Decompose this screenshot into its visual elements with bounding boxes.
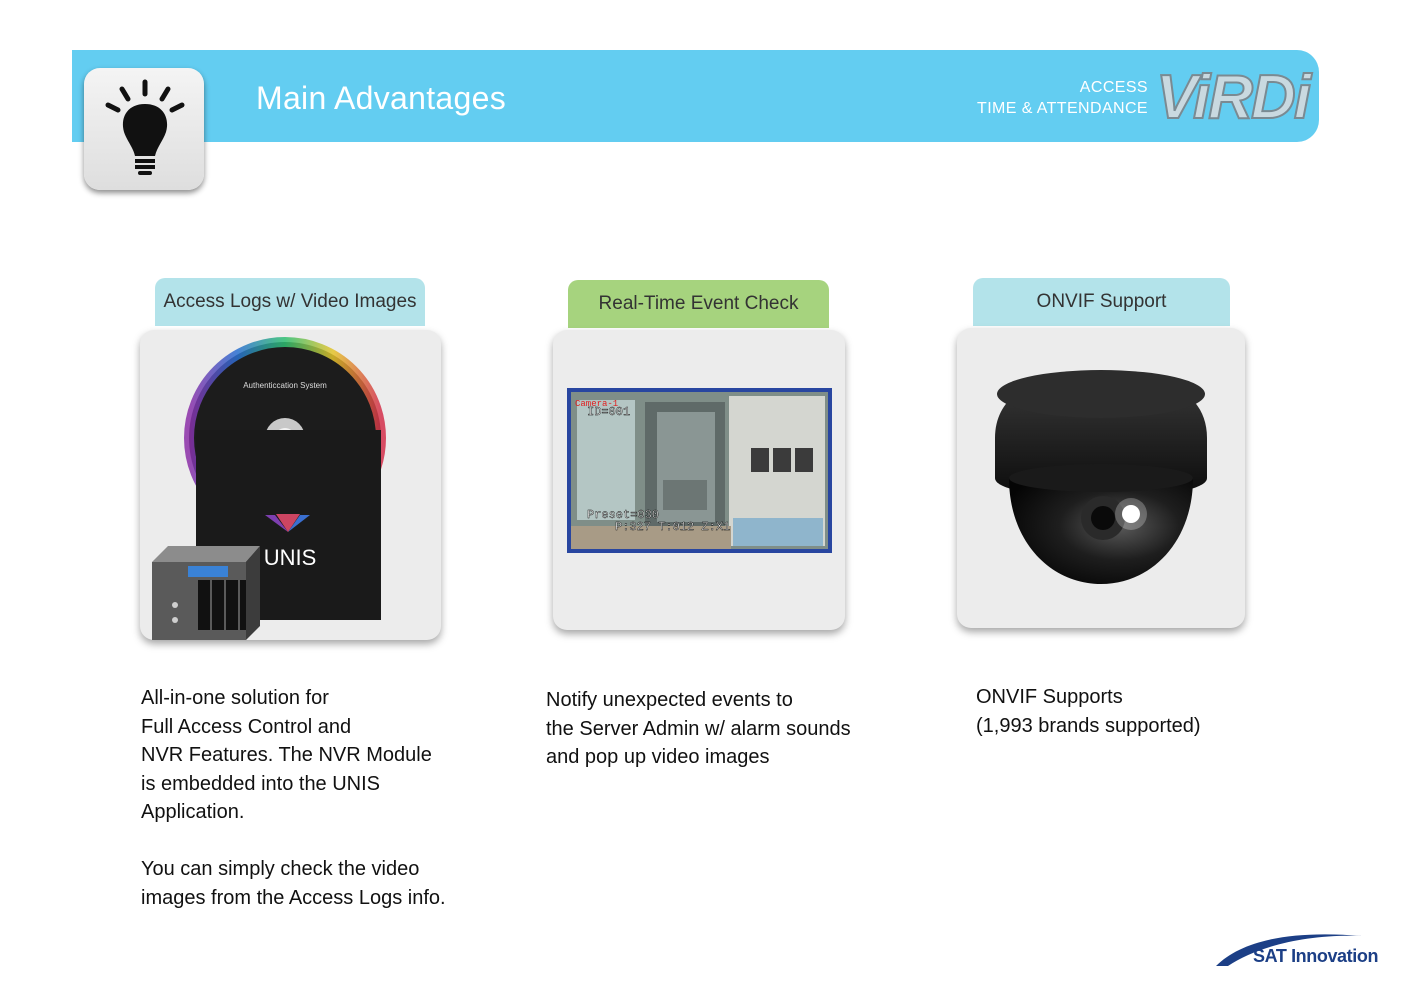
tab-access-logs-label: Access Logs w/ Video Images — [163, 291, 417, 312]
cd-label: Authenticcation System — [243, 381, 327, 390]
unis-product-image — [140, 330, 441, 640]
nvr-device — [152, 546, 260, 640]
card-real-time-event — [553, 330, 845, 630]
description-onvif: ONVIF Supports (1,993 brands supported) — [976, 686, 1201, 737]
lightbulb-icon — [100, 78, 190, 182]
tab-onvif — [973, 278, 1230, 326]
virdi-logo — [1152, 58, 1314, 130]
description-real-time-event: Notify unexpected events to the Server Admin w/ alarm sounds and pop up video images — [546, 689, 851, 768]
tab-real-time-event-label: Real-Time Event Check — [598, 293, 799, 314]
tab-onvif-label: ONVIF Support — [1036, 291, 1167, 312]
cctv-frame-image — [553, 330, 845, 630]
dome-camera-image — [957, 328, 1245, 628]
brand-logo-text: ViRDi — [1156, 63, 1310, 130]
brand-line-time-attendance: TIME & ATTENDANCE — [977, 100, 1148, 117]
sat-innovation-logo-text: SAT Innovation — [1253, 946, 1379, 966]
page-title: Main Advantages — [256, 80, 506, 116]
unis-label: UNIS — [263, 545, 317, 570]
card-onvif — [957, 328, 1245, 628]
card-access-logs — [140, 330, 441, 640]
description-access-logs: All-in-one solution for Full Access Control and NVR Features. The NVR Module is embedded into the UNIS Application. You can simply check the video images from the Access Logs info. — [141, 687, 446, 909]
tab-access-logs — [155, 278, 425, 326]
camera-overlay-ptz: P:327 T:012 Z:X1 — [615, 520, 731, 534]
lightbulb-tile — [84, 68, 204, 190]
brand-tagline — [977, 77, 1148, 119]
camera-overlay-name: Camera-1 — [575, 399, 619, 409]
tab-real-time-event — [568, 280, 829, 328]
camera-overlay-preset: Preset=030 — [587, 508, 660, 522]
camera-overlay-id: ID=001 — [587, 405, 631, 419]
brand-line-access: ACCESS — [1079, 79, 1148, 96]
